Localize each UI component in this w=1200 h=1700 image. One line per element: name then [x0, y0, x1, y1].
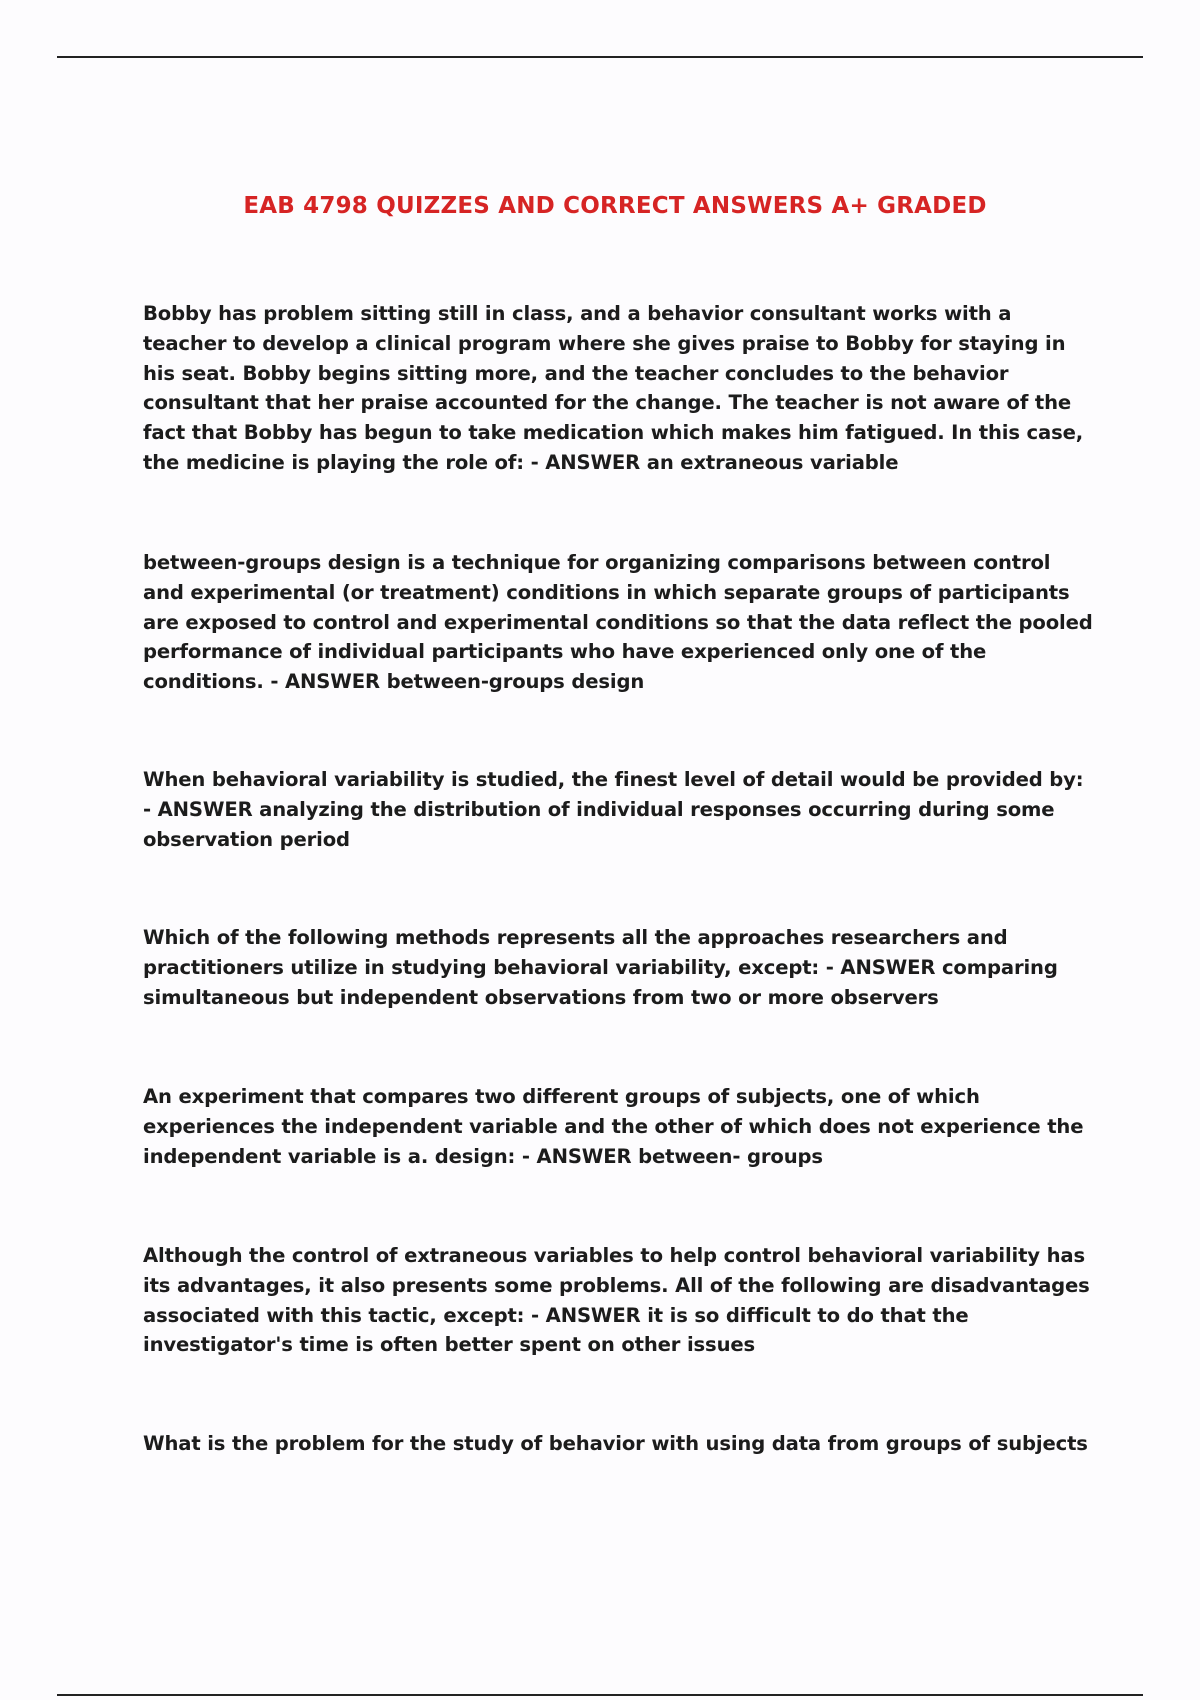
bottom-divider-line: [57, 1694, 1143, 1696]
top-divider-line: [57, 56, 1143, 58]
qa-item: When behavioral variability is studied, the finest level of detail would be provided by: - ANSWER analyzing the distribution of individual responses occurring during some observation period: [143, 768, 1084, 851]
qa-item: Which of the following methods represents all the approaches researchers and practitioners utilize in studying behavioral variability, except: - ANSWER comparing simultaneous but independent observations from two or more observers: [143, 926, 1058, 1009]
document-title: EAB 4798 QUIZZES AND CORRECT ANSWERS A+ GRADED: [243, 193, 987, 219]
qa-item: between-groups design is a technique for organizing comparisons between control and experimental (or treatment) conditions in which separate groups of participants are exposed to control and experimental conditions so that the data reflect the pooled performance of individual participants who have experienced only one of the conditions. - ANSWER between-groups design: [143, 551, 1093, 694]
qa-item: An experiment that compares two different groups of subjects, one of which experiences the independent variable and the other of which does not experience the independent variable is a. design: - ANSWER between- groups: [143, 1085, 1084, 1168]
qa-item: What is the problem for the study of behavior with using data from groups of subjects: [143, 1432, 1088, 1455]
qa-item: Bobby has problem sitting still in class, and a behavior consultant works with a teacher to develop a clinical program where she gives praise to Bobby for staying in his seat. Bobby begins sitting more, and the teacher concludes to the behavior consultant that her praise accounted for the change. The teacher is not aware of the fact that Bobby has begun to take medication which makes him fatigued. In this case, the medicine is playing the role of: - ANSWER an extraneous variable: [143, 302, 1084, 474]
qa-item: Although the control of extraneous variables to help control behavioral variability has its advantages, it also presents some problems. All of the following are disadvantages associated with this tactic, except: - ANSWER it is so difficult to do that the investigator's time is often better spent on other issues: [143, 1244, 1090, 1357]
